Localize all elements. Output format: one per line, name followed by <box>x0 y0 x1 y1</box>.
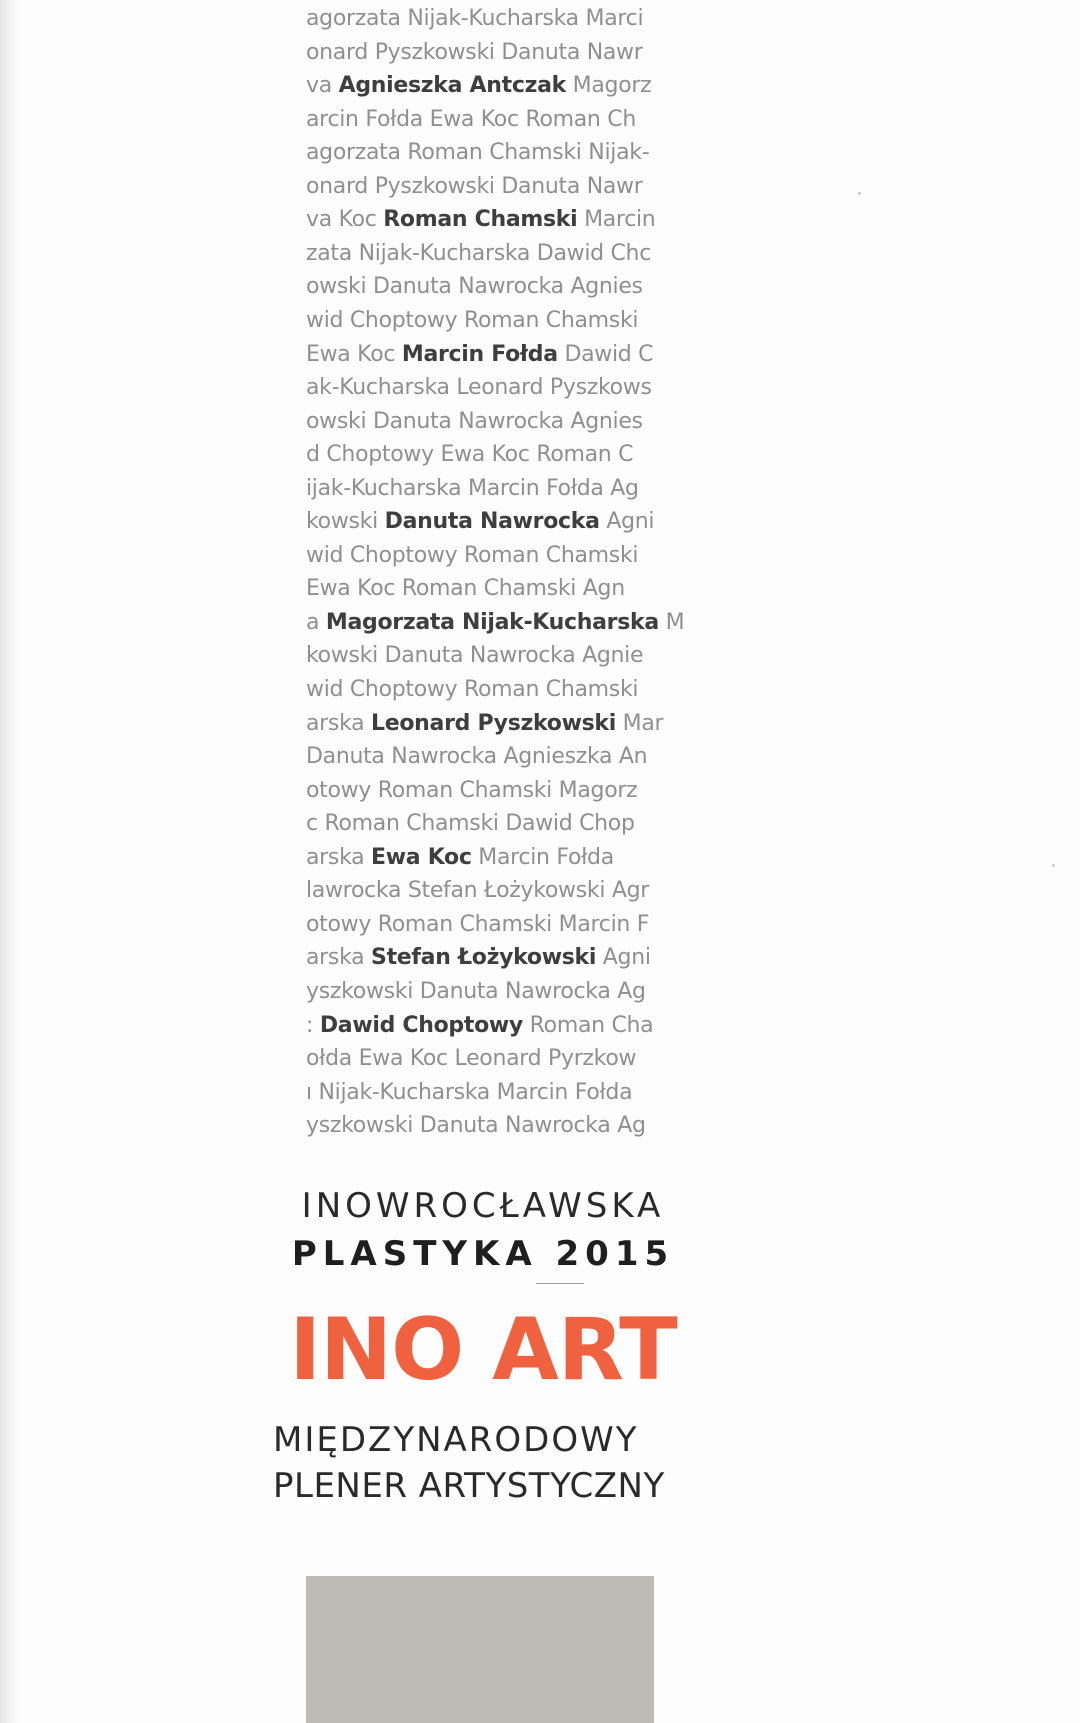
name-text: zata Nijak-Kucharska Dawid Chc <box>306 240 651 266</box>
name-text: onard Pyszkowski Danuta Nawr <box>306 173 643 199</box>
name-line <box>306 1076 656 1110</box>
name-line <box>306 539 656 573</box>
name-line <box>306 975 656 1009</box>
artist-names-column <box>306 0 685 1140</box>
name-line <box>306 203 656 237</box>
name-text: otowy Roman Chamski Marcin F <box>306 911 650 937</box>
name-line <box>306 103 656 137</box>
name-line <box>306 740 656 774</box>
name-text: lawrocka Stefan Łożykowski Agr <box>306 878 649 904</box>
name-text: arska <box>306 945 372 971</box>
highlighted-artist-name: Stefan Łożykowski <box>371 945 597 971</box>
name-text: Ewa Koc Roman Chamski Agn <box>306 576 625 602</box>
name-text: Roman Cha <box>522 1012 654 1038</box>
name-text: : <box>306 1012 320 1038</box>
name-line <box>306 505 656 539</box>
name-text: owski Danuta Nawrocka Agnies <box>306 408 643 434</box>
name-line <box>306 304 656 338</box>
name-line <box>306 338 656 372</box>
name-line <box>306 707 664 741</box>
name-text: Magorz <box>565 73 652 99</box>
name-text: va <box>306 73 339 99</box>
highlighted-artist-name: Marcin Fołda <box>401 341 558 367</box>
name-text: ı Nijak-Kucharska Marcin Fołda <box>306 1079 633 1105</box>
name-text: kowski <box>306 509 385 535</box>
title-line-1: INOWROCŁAWSKA <box>301 1186 665 1226</box>
name-text: Danuta Nawrocka Agnieszka An <box>306 744 648 770</box>
name-text: onard Pyszkowski Danuta Nawr <box>306 39 643 65</box>
name-text: Ewa Koc <box>306 341 402 367</box>
highlighted-artist-name: Danuta Nawrocka <box>384 509 600 535</box>
name-line <box>306 237 656 271</box>
name-line <box>306 841 656 875</box>
paper-speck <box>858 192 861 195</box>
name-text: Marcin Fołda <box>471 844 614 870</box>
name-text: arska <box>306 710 372 736</box>
subtitle-line-2: PLENER ARTYSTYCZNY <box>273 1466 665 1506</box>
name-line <box>306 639 656 673</box>
name-line <box>306 908 656 942</box>
name-line <box>306 438 656 472</box>
name-text: ak-Kucharska Leonard Pyszkows <box>306 375 652 401</box>
name-line <box>306 472 656 506</box>
name-text: agorzata Nijak-Kucharska Marci <box>306 6 644 31</box>
name-line <box>306 136 656 170</box>
name-text: arska <box>306 844 372 870</box>
paper-speck <box>1052 864 1055 867</box>
name-text: ijak-Kucharska Marcin Fołda Ag <box>306 475 639 501</box>
name-text: wid Choptowy Roman Chamski <box>306 542 639 568</box>
name-line <box>306 941 656 975</box>
name-text: agorzata Roman Chamski Nijak- <box>306 140 650 166</box>
name-text: arcin Fołda Ewa Koc Roman Ch <box>306 106 636 132</box>
name-text: Marcin <box>577 207 656 233</box>
name-line <box>306 1109 656 1143</box>
title-divider <box>536 1283 584 1284</box>
name-text: yszkowski Danuta Nawrocka Ag <box>306 1113 646 1139</box>
highlighted-artist-name: Dawid Choptowy <box>319 1012 523 1038</box>
name-text: wid Choptowy Roman Chamski <box>306 307 639 333</box>
name-text: c Roman Chamski Dawid Chop <box>306 811 635 837</box>
name-text: Agni <box>596 945 651 971</box>
name-text: otowy Roman Chamski Magorz <box>306 777 638 803</box>
name-line <box>306 270 656 304</box>
name-line <box>306 807 656 841</box>
name-text: yszkowski Danuta Nawrocka Ag <box>306 978 646 1004</box>
highlighted-artist-name: Ewa Koc <box>371 844 472 870</box>
highlighted-artist-name: Agnieszka Antczak <box>338 73 566 99</box>
name-text: wid Choptowy Roman Chamski <box>306 677 639 702</box>
cover-image-placeholder <box>306 1576 654 1723</box>
highlighted-artist-name: Magorzata Nijak-Kucharska <box>325 609 659 635</box>
name-line <box>306 606 685 640</box>
cover-spine-shadow <box>0 0 19 1723</box>
name-text: d Choptowy Ewa Koc Roman C <box>306 442 634 468</box>
name-line <box>306 774 656 808</box>
name-text: M <box>658 609 685 635</box>
name-text: ołda Ewa Koc Leonard Pyrzkow <box>306 1046 637 1072</box>
name-line <box>306 1009 656 1043</box>
highlighted-artist-name: Roman Chamski <box>383 207 578 233</box>
name-line <box>306 371 656 405</box>
name-text: Mar <box>615 710 664 736</box>
highlighted-artist-name: Leonard Pyszkowski <box>371 710 616 736</box>
name-text: Dawid C <box>557 341 654 367</box>
name-line <box>306 69 656 103</box>
title-line-2: PLASTYKA 2015 <box>291 1234 675 1274</box>
name-line <box>306 36 656 70</box>
name-line <box>306 874 656 908</box>
name-line <box>306 2 656 36</box>
name-text: a <box>306 609 326 635</box>
brand-title: INO ART <box>289 1300 677 1400</box>
name-text: va Koc <box>306 207 384 233</box>
name-line <box>306 1042 656 1076</box>
name-text: kowski Danuta Nawrocka Agnie <box>306 643 644 669</box>
name-line <box>306 170 656 204</box>
name-line <box>306 405 656 439</box>
subtitle-line-1: MIĘDZYNARODOWY <box>273 1420 639 1460</box>
name-line <box>306 572 656 606</box>
name-text: owski Danuta Nawrocka Agnies <box>306 274 643 300</box>
name-line <box>306 673 656 707</box>
name-text: Agni <box>599 509 655 535</box>
